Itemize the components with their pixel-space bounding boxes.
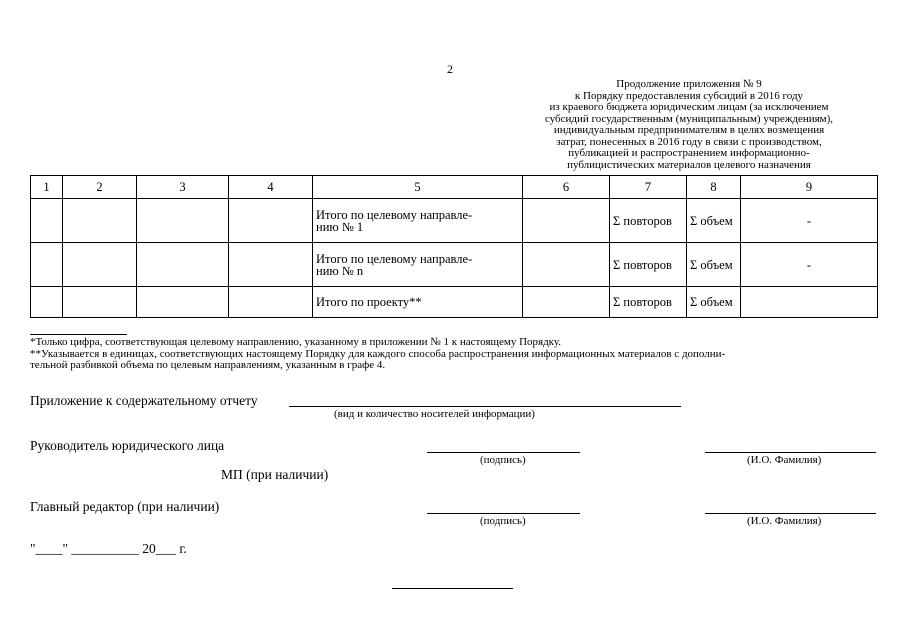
appendix-header-line: к Порядку предоставления субсидий в 2016 году	[574, 89, 804, 102]
volume-sum-cell: Σ объем	[687, 243, 741, 287]
footnote-2	[30, 349, 875, 371]
volume-sum-cell: Σ объем	[687, 287, 741, 318]
table-cell	[137, 287, 229, 318]
footnote-1: *Только цифра, соответствующая целевому направлению, указанному в приложении № 1 к настоящему Порядку.	[30, 336, 562, 348]
dash-cell: -	[741, 199, 878, 243]
appendix-header-line: субсидий государственным (муниципальным) учреждениям),	[544, 112, 834, 125]
table-cell	[31, 199, 63, 243]
column-header: 1	[31, 176, 63, 199]
total-label-cell: Итого по проекту**	[313, 287, 523, 318]
bottom-separator	[392, 588, 513, 589]
column-header: 2	[63, 176, 137, 199]
table-cell	[229, 243, 313, 287]
editor-signature-line[interactable]	[427, 513, 580, 514]
table-cell	[137, 243, 229, 287]
summary-table	[30, 175, 878, 318]
total-label-cell	[313, 243, 523, 287]
column-header: 6	[523, 176, 610, 199]
head-name-caption: (И.О. Фамилия)	[747, 454, 822, 466]
editor-name-line[interactable]	[705, 513, 876, 514]
attachment-input-line[interactable]	[289, 406, 681, 407]
column-header: 8	[687, 176, 741, 199]
column-header: 5	[313, 176, 523, 199]
appendix-header-line: публикацией и распространением информационно-	[568, 147, 810, 159]
footnote-2-line: **Указывается в единицах, соответствующих настоящему Порядку для каждого способа распространения информационных материалов с дополни-	[30, 348, 726, 360]
total-label-line: Итого по целевому направле-	[316, 207, 473, 222]
table-cell	[229, 199, 313, 243]
table-cell	[523, 243, 610, 287]
total-label-line: нию № 1	[316, 219, 364, 234]
dash-cell: -	[741, 243, 878, 287]
attachment-caption: (вид и количество носителей информации)	[334, 408, 535, 420]
footnote-separator	[30, 334, 127, 335]
table-cell	[63, 287, 137, 318]
table-cell	[741, 287, 878, 318]
repeats-sum-cell: Σ повторов	[610, 199, 687, 243]
appendix-header-line: индивидуальным предпринимателям в целях возмещения	[553, 124, 825, 136]
editor-name-caption: (И.О. Фамилия)	[747, 515, 822, 527]
table-cell	[137, 199, 229, 243]
volume-sum-cell: Σ объем	[687, 199, 741, 243]
seal-label: МП (при наличии)	[221, 467, 329, 482]
table-cell	[523, 287, 610, 318]
head-signature-caption: (подпись)	[480, 454, 526, 466]
date-line: "____" __________ 20___ г.	[30, 541, 187, 556]
table-row	[31, 199, 878, 243]
appendix-header-line: Продолжение приложения № 9	[616, 78, 762, 90]
appendix-header-line: публицистических материалов целевого назначения	[567, 158, 811, 171]
table-cell	[63, 243, 137, 287]
appendix-header-line: из краевого бюджета юридическим лицам (за исключением	[549, 101, 829, 113]
repeats-sum-cell: Σ повторов	[610, 287, 687, 318]
table-cell	[229, 287, 313, 318]
table-row	[31, 287, 878, 318]
column-header: 9	[741, 176, 878, 199]
total-label-line: нию № n	[316, 263, 364, 278]
head-of-entity-label: Руководитель юридического лица	[30, 438, 225, 453]
column-header: 3	[137, 176, 229, 199]
column-header: 4	[229, 176, 313, 199]
appendix-header-line: затрат, понесенных в 2016 году в связи с производством,	[556, 135, 822, 148]
repeats-sum-cell: Σ повторов	[610, 243, 687, 287]
table-cell	[31, 287, 63, 318]
total-label-line: Итого по целевому направле-	[316, 251, 473, 266]
table-cell	[63, 199, 137, 243]
table-cell	[31, 243, 63, 287]
page-number: 2	[447, 62, 453, 76]
table-cell	[523, 199, 610, 243]
attachment-label: Приложение к содержательному отчету	[30, 393, 258, 408]
head-signature-line[interactable]	[427, 452, 580, 453]
chief-editor-label: Главный редактор (при наличии)	[30, 499, 220, 514]
column-header: 7	[610, 176, 687, 199]
appendix-header	[509, 79, 869, 171]
footnote-2-line: тельной разбивкой объема по целевым направлениям, указанным в графе 4.	[30, 359, 386, 371]
editor-signature-caption: (подпись)	[480, 515, 526, 527]
table-row	[31, 243, 878, 287]
head-name-line[interactable]	[705, 452, 876, 453]
table-header-row	[31, 176, 878, 199]
total-label-cell	[313, 199, 523, 243]
